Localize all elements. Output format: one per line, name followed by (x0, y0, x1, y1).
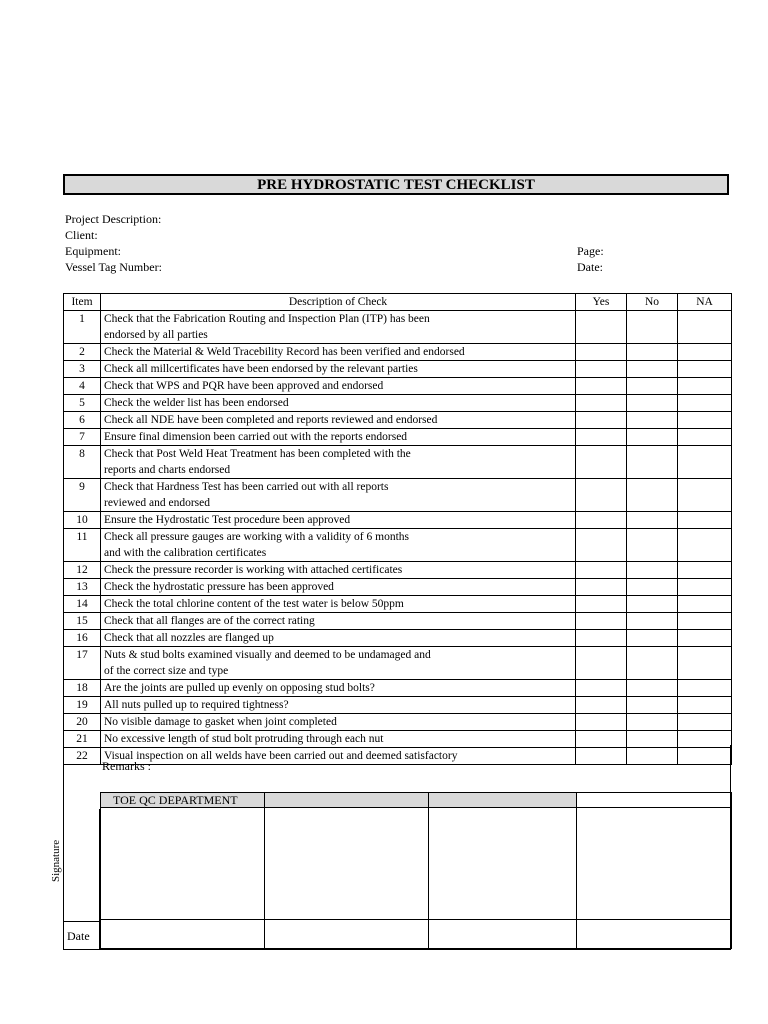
table-row (64, 395, 732, 412)
yes-checkbox-cell[interactable] (576, 697, 627, 714)
item-number: 18 (64, 680, 101, 697)
na-checkbox-cell[interactable] (678, 479, 732, 512)
signature-cell[interactable] (577, 808, 732, 920)
no-checkbox-cell[interactable] (627, 613, 678, 630)
item-number: 5 (64, 395, 101, 412)
na-checkbox-cell[interactable] (678, 378, 732, 395)
item-number: 21 (64, 731, 101, 748)
table-row (64, 378, 732, 395)
no-checkbox-cell[interactable] (627, 529, 678, 562)
project-description-label: Project Description: (65, 212, 162, 226)
signoff-header-cell (265, 793, 429, 808)
table-row (64, 429, 732, 446)
item-number: 11 (64, 529, 101, 562)
date-cell[interactable] (429, 920, 577, 949)
check-description: Check that all flanges are of the correct rating (101, 613, 576, 630)
no-checkbox-cell[interactable] (627, 395, 678, 412)
item-number: 12 (64, 562, 101, 579)
check-description: Check all pressure gauges are working with a validity of 6 months and with the calibration certificates (101, 529, 576, 562)
date-label: Date: (577, 260, 603, 274)
yes-checkbox-cell[interactable] (576, 395, 627, 412)
table-row (64, 596, 732, 613)
no-checkbox-cell[interactable] (627, 378, 678, 395)
table-row (64, 647, 732, 680)
na-checkbox-cell[interactable] (678, 529, 732, 562)
check-description: Check that Post Weld Heat Treatment has been completed with the reports and charts endorsed (101, 446, 576, 479)
table-row (64, 512, 732, 529)
item-number: 13 (64, 579, 101, 596)
header-description: Description of Check (101, 294, 576, 311)
header-no: No (627, 294, 678, 311)
yes-checkbox-cell[interactable] (576, 429, 627, 446)
na-checkbox-cell[interactable] (678, 311, 732, 344)
yes-checkbox-cell[interactable] (576, 378, 627, 395)
project-info (65, 211, 162, 275)
no-checkbox-cell[interactable] (627, 562, 678, 579)
signoff-header-row (101, 793, 732, 808)
na-checkbox-cell[interactable] (678, 630, 732, 647)
no-checkbox-cell[interactable] (627, 344, 678, 361)
item-number: 7 (64, 429, 101, 446)
no-checkbox-cell[interactable] (627, 630, 678, 647)
date-divider (64, 921, 100, 922)
item-number: 3 (64, 361, 101, 378)
table-row (64, 361, 732, 378)
no-checkbox-cell[interactable] (627, 429, 678, 446)
no-checkbox-cell[interactable] (627, 714, 678, 731)
na-checkbox-cell[interactable] (678, 429, 732, 446)
signoff-table (100, 792, 732, 949)
equipment-label: Equipment: (65, 244, 121, 258)
yes-checkbox-cell[interactable] (576, 596, 627, 613)
item-number: 9 (64, 479, 101, 512)
check-description: Nuts & stud bolts examined visually and deemed to be undamaged and of the correct size and type (101, 647, 576, 680)
yes-checkbox-cell[interactable] (576, 562, 627, 579)
check-description: All nuts pulled up to required tightness? (101, 697, 576, 714)
table-row (64, 714, 732, 731)
na-checkbox-cell[interactable] (678, 344, 732, 361)
remarks-label: Remarks : (102, 759, 151, 773)
check-description: Check the pressure recorder is working with attached certificates (101, 562, 576, 579)
page-label: Page: (577, 244, 604, 258)
item-number: 10 (64, 512, 101, 529)
na-checkbox-cell[interactable] (678, 680, 732, 697)
item-number: 8 (64, 446, 101, 479)
check-description: Check all NDE have been completed and reports reviewed and endorsed (101, 412, 576, 429)
check-description: Check the Material & Weld Tracebility Record has been verified and endorsed (101, 344, 576, 361)
item-number: 17 (64, 647, 101, 680)
na-checkbox-cell[interactable] (678, 596, 732, 613)
yes-checkbox-cell[interactable] (576, 714, 627, 731)
check-description: Check that WPS and PQR have been approved and endorsed (101, 378, 576, 395)
date-cell[interactable] (577, 920, 732, 949)
check-description: No excessive length of stud bolt protruding through each nut (101, 731, 576, 748)
table-row (64, 562, 732, 579)
date-row (101, 920, 732, 949)
item-number: 4 (64, 378, 101, 395)
check-description: Are the joints are pulled up evenly on opposing stud bolts? (101, 680, 576, 697)
na-checkbox-cell[interactable] (678, 613, 732, 630)
yes-checkbox-cell[interactable] (576, 479, 627, 512)
date-cell[interactable] (265, 920, 429, 949)
checklist-table (63, 293, 732, 765)
yes-checkbox-cell[interactable] (576, 311, 627, 344)
table-row (64, 344, 732, 361)
check-description: Ensure final dimension been carried out with the reports endorsed (101, 429, 576, 446)
table-row (64, 697, 732, 714)
yes-checkbox-cell[interactable] (576, 412, 627, 429)
table-row (64, 630, 732, 647)
signature-cell[interactable] (429, 808, 577, 920)
table-row (64, 446, 732, 479)
na-checkbox-cell[interactable] (678, 412, 732, 429)
table-row (64, 311, 732, 344)
item-number: 19 (64, 697, 101, 714)
signature-cell[interactable] (265, 808, 429, 920)
yes-checkbox-cell[interactable] (576, 446, 627, 479)
check-description: Check that all nozzles are flanged up (101, 630, 576, 647)
header-na: NA (678, 294, 732, 311)
yes-checkbox-cell[interactable] (576, 630, 627, 647)
check-description: Check all millcertificates have been endorsed by the relevant parties (101, 361, 576, 378)
check-description: Check the total chlorine content of the test water is below 50ppm (101, 596, 576, 613)
yes-checkbox-cell[interactable] (576, 512, 627, 529)
item-number: 15 (64, 613, 101, 630)
no-checkbox-cell[interactable] (627, 412, 678, 429)
na-checkbox-cell[interactable] (678, 697, 732, 714)
date-cell[interactable] (101, 920, 265, 949)
no-checkbox-cell[interactable] (627, 512, 678, 529)
na-checkbox-cell[interactable] (678, 361, 732, 378)
header-item: Item (64, 294, 101, 311)
check-description: Check that Hardness Test has been carried out with all reports reviewed and endorsed (101, 479, 576, 512)
yes-checkbox-cell[interactable] (576, 529, 627, 562)
table-row (64, 613, 732, 630)
no-checkbox-cell[interactable] (627, 361, 678, 378)
no-checkbox-cell[interactable] (627, 446, 678, 479)
no-checkbox-cell[interactable] (627, 647, 678, 680)
signature-label-wrap (50, 839, 87, 905)
no-checkbox-cell[interactable] (627, 579, 678, 596)
yes-checkbox-cell[interactable] (576, 680, 627, 697)
signature-cell[interactable] (101, 808, 265, 920)
item-number: 22 (64, 748, 101, 765)
item-number: 1 (64, 311, 101, 344)
table-row (64, 479, 732, 512)
na-checkbox-cell[interactable] (678, 512, 732, 529)
na-checkbox-cell[interactable] (678, 579, 732, 596)
remarks-signoff-section (50, 745, 731, 950)
item-number: 2 (64, 344, 101, 361)
signature-label: Signature (50, 839, 62, 882)
table-row (64, 680, 732, 697)
item-number: 14 (64, 596, 101, 613)
na-checkbox-cell[interactable] (678, 714, 732, 731)
yes-checkbox-cell[interactable] (576, 647, 627, 680)
signoff-header-cell (429, 793, 577, 808)
no-checkbox-cell[interactable] (627, 311, 678, 344)
check-description: Ensure the Hydrostatic Test procedure been approved (101, 512, 576, 529)
check-description: Check the hydrostatic pressure has been approved (101, 579, 576, 596)
page-info (577, 243, 604, 275)
no-checkbox-cell[interactable] (627, 680, 678, 697)
table-header-row (64, 294, 732, 311)
signature-row (101, 808, 732, 920)
table-row (64, 579, 732, 596)
check-description: No visible damage to gasket when joint completed (101, 714, 576, 731)
no-checkbox-cell[interactable] (627, 479, 678, 512)
table-row (64, 412, 732, 429)
no-checkbox-cell[interactable] (627, 697, 678, 714)
header-yes: Yes (576, 294, 627, 311)
na-checkbox-cell[interactable] (678, 562, 732, 579)
date-row-label: Date (67, 929, 90, 943)
na-checkbox-cell[interactable] (678, 446, 732, 479)
no-checkbox-cell[interactable] (627, 596, 678, 613)
checklist-title: PRE HYDROSTATIC TEST CHECKLIST (63, 174, 729, 195)
na-checkbox-cell[interactable] (678, 647, 732, 680)
yes-checkbox-cell[interactable] (576, 344, 627, 361)
signoff-header-cell (577, 793, 732, 808)
vessel-tag-label: Vessel Tag Number: (65, 260, 162, 274)
check-description: Check that the Fabrication Routing and Inspection Plan (ITP) has been endorsed by all parties (101, 311, 576, 344)
department-header: TOE QC DEPARTMENT (101, 793, 265, 808)
check-description: Visual inspection on all welds have been carried out and deemed satisfactory (101, 748, 576, 765)
item-number: 6 (64, 412, 101, 429)
table-row (64, 529, 732, 562)
item-number: 20 (64, 714, 101, 731)
item-number: 16 (64, 630, 101, 647)
yes-checkbox-cell[interactable] (576, 613, 627, 630)
yes-checkbox-cell[interactable] (576, 361, 627, 378)
client-label: Client: (65, 228, 98, 242)
yes-checkbox-cell[interactable] (576, 579, 627, 596)
check-description: Check the welder list has been endorsed (101, 395, 576, 412)
na-checkbox-cell[interactable] (678, 395, 732, 412)
